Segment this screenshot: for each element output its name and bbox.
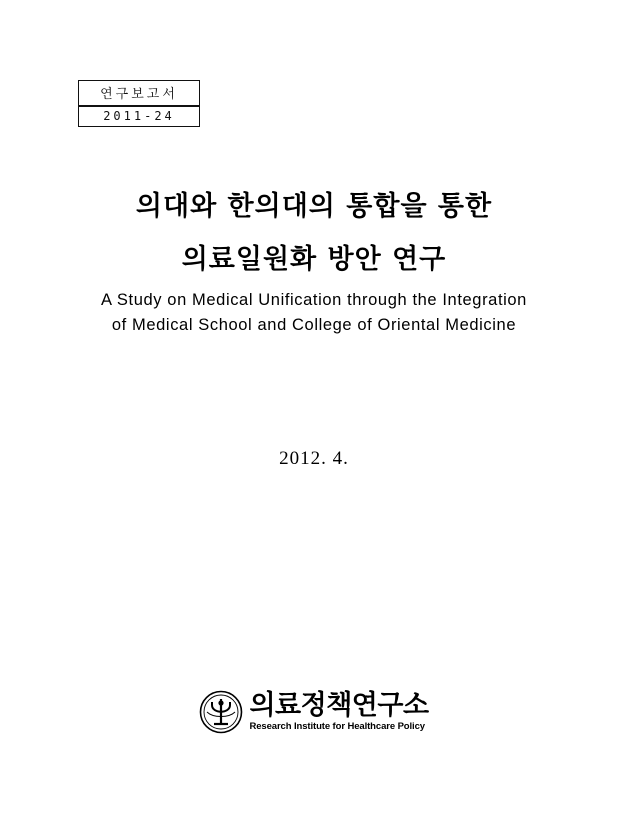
page-title-korean [0, 180, 628, 286]
publisher-name-english: Research Institute for Healthcare Policy [249, 721, 425, 733]
publisher-name-korean: 의료정책연구소 [249, 690, 429, 722]
report-series-label: 연구보고서 [100, 87, 178, 102]
publication-date: 2012. 4. [279, 448, 349, 469]
report-series-box [78, 80, 200, 127]
title-korean-line-1: 의대와 한의대의 통합을 통한 [135, 191, 493, 222]
subtitle-english-line-2: of Medical School and College of Oriental Medicine [111, 316, 517, 334]
subtitle-english-line-1: A Study on Medical Unification through the Integration [101, 291, 527, 309]
publisher-name-group [249, 692, 428, 732]
report-series-code: 2011-24 [103, 108, 175, 123]
publisher-block [0, 690, 628, 734]
page-subtitle-english [0, 288, 628, 338]
institute-emblem-icon [199, 690, 243, 734]
title-korean-line-2: 의료일원화 방안 연구 [181, 244, 447, 275]
